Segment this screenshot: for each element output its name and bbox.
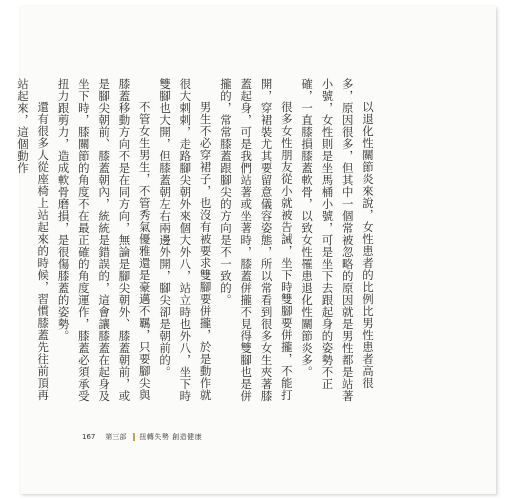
page-footer — [82, 432, 202, 442]
footer-divider — [133, 433, 135, 441]
footer-chapter: 扭轉失勢 創造健康 — [139, 433, 203, 441]
book-page — [15, 6, 496, 494]
paragraph-1: 以退化性關節炎來說，女性患者的比例比男性患者高很多，原因很多，但其中一個常被忽略的原因就是男性都是站著小號，女性則是坐馬桶小號，可是坐下去跟起身的姿勢不正確，一直膝損膝蓋軟骨，以致女性罹患退化性關節炎多。 — [300, 78, 375, 402]
footer-part: 第三部 — [105, 433, 127, 441]
paragraph-5: 還有很多人從座椅上站起來的時候，習慣膝蓋先往前頂再站起來，這個動作 — [15, 78, 51, 401]
paragraph-4: 不管女生男生，不管秀氣優雅還是豪邁不羈，只要腳尖與膝蓋移動方向不是在同方向，無論是腳尖朝外、膝蓋朝前，或是腳尖朝前、膝蓋朝內，統統是錯誤的，這會讓膝蓋在起身及坐下時，膝關節的角度不在最正確的角度運作，膝蓋必須承受扭力跟剪力，造成軟骨磨損，是很傷膝蓋的姿勢。 — [56, 78, 152, 402]
body-text — [13, 78, 378, 410]
page-number: 167 — [82, 433, 96, 441]
paragraph-3: 男生不必穿裙子，也沒有被要求雙腳要併攏，於是動作就很大剌剌，走路腳尖朝外來個大外八，站立時也外八，坐下時雙腳也大開，但膝蓋朝左右兩邊外開，腳尖卻是朝前的。 — [158, 78, 213, 402]
paragraph-2: 很多女性朋友從小就被告誡，坐下時雙腳要併攏，不能打開，穿裙裝尤其要留意儀容姿態，所以常看到很多女生夾著膝蓋起身，可是我們站著或坐著時，膝蓋併攏不見得雙腳也是併攏的，常常膝蓋跟腳尖的方向是不一致的。 — [218, 78, 294, 402]
